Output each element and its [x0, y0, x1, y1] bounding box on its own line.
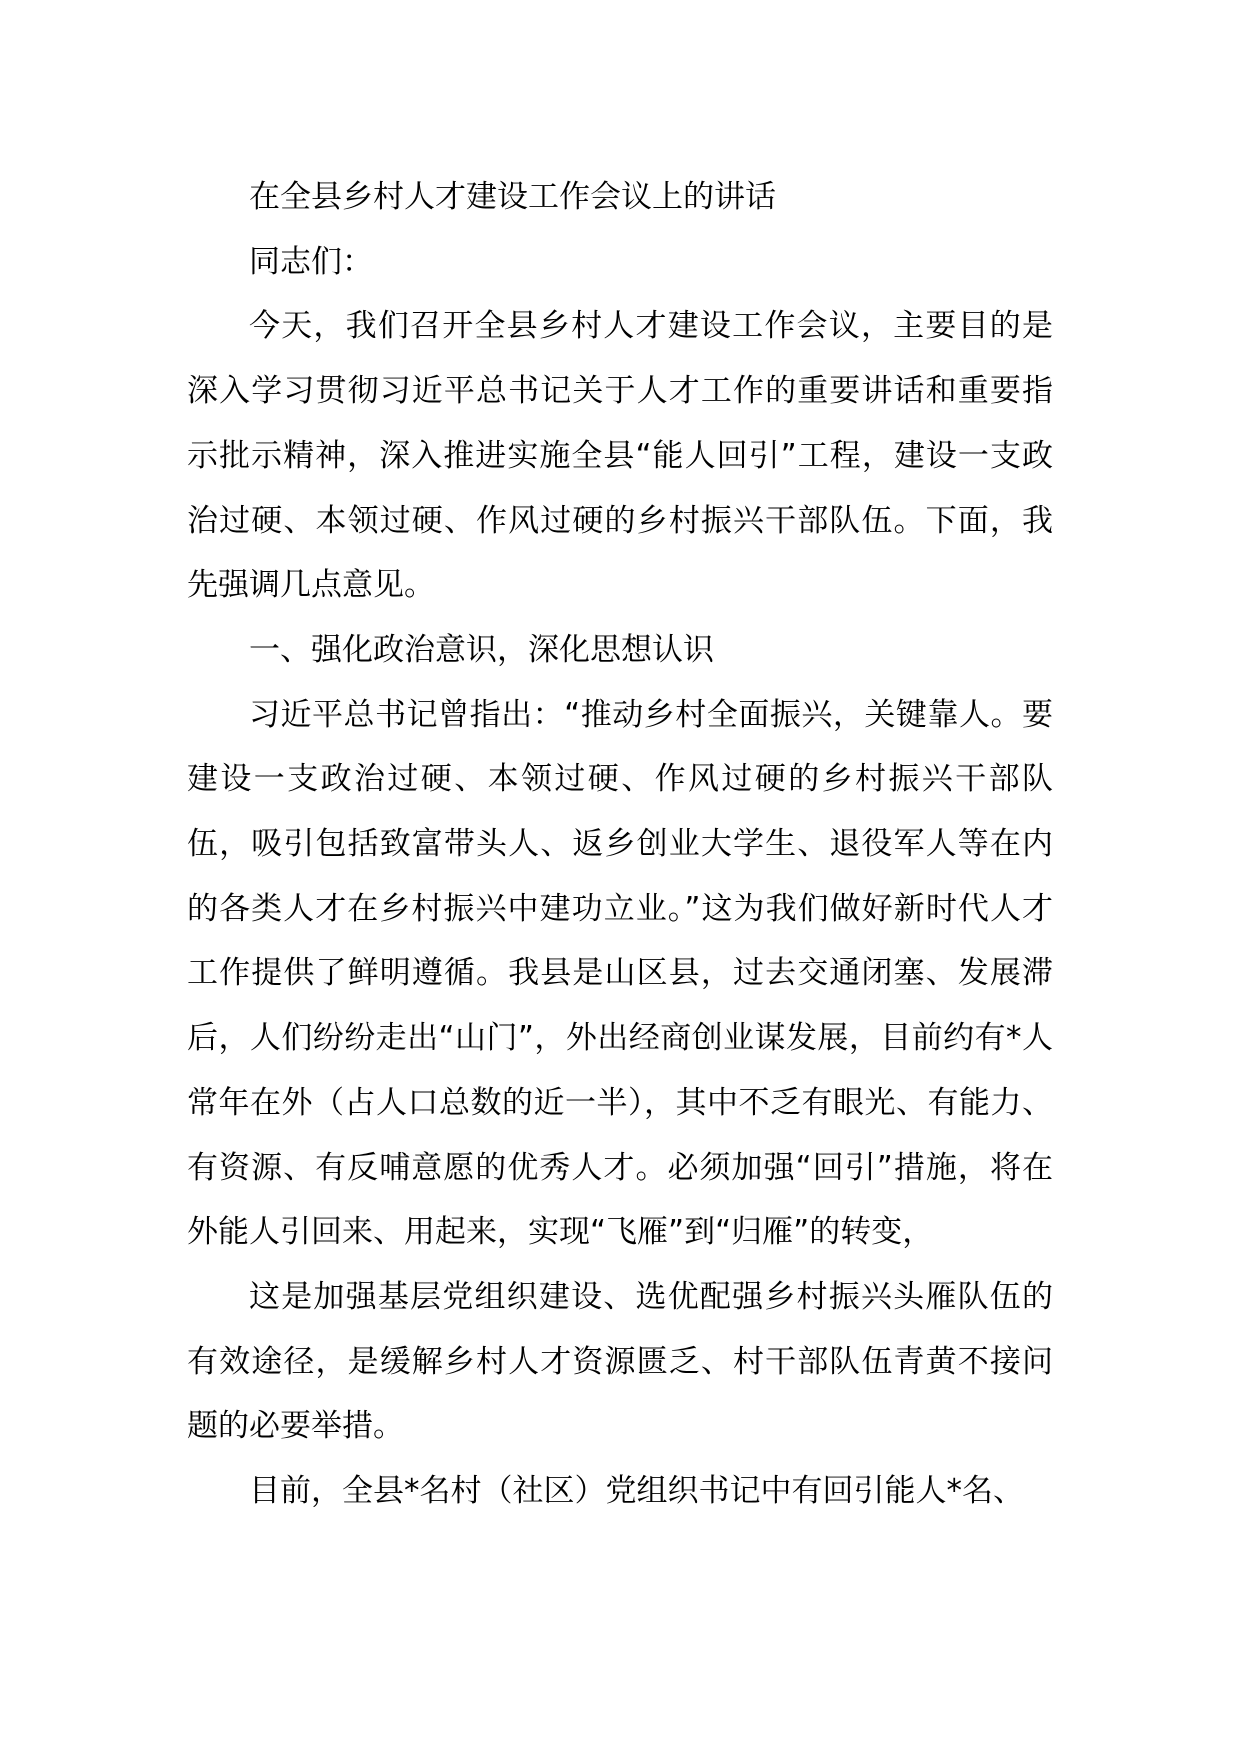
paragraph-significance: 这是加强基层党组织建设、选优配强乡村振兴头雁队伍的有效途径，是缓解乡村人才资源匮乏、村干部队伍青黄不接问题的必要举措。 — [187, 1278, 1053, 1445]
speech-body — [187, 165, 1053, 1524]
greeting: 同志们： — [249, 243, 373, 280]
section-heading-1: 一、强化政治意识，深化思想认识 — [249, 631, 714, 668]
paragraph-quote: 习近平总书记曾指出：“推动乡村全面振兴，关键靠人。要建设一支政治过硬、本领过硬、作风过硬的乡村振兴干部队伍，吸引包括致富带头人、返乡创业大学生、退役军人等在内的各类人才在乡村振兴中建功立业。”这为我们做好新时代人才工作提供了鲜明遵循。我县是山区县，过去交通闭塞、发展滞后，人们纷纷走出“山门”，外出经商创业谋发展，目前约有*人常年在外（占人口总数的近一半），其中不乏有眼光、有能力、有资源、有反哺意愿的优秀人才。必须加强“回引”措施，将在外能人引回来、用起来，实现“飞雁”到“归雁”的转变， — [187, 696, 1053, 1251]
paragraph-intro: 今天，我们召开全县乡村人才建设工作会议，主要目的是深入学习贯彻习近平总书记关于人才工作的重要讲话和重要指示批示精神，深入推进实施全县“能人回引”工程，建设一支政治过硬、本领过硬、作风过硬的乡村振兴干部队伍。下面，我先强调几点意见。 — [187, 308, 1053, 604]
speech-title: 在全县乡村人才建设工作会议上的讲话 — [249, 179, 776, 215]
paragraph-current-status: 目前，全县*名村（社区）党组织书记中有回引能人*名、 — [249, 1473, 1024, 1510]
